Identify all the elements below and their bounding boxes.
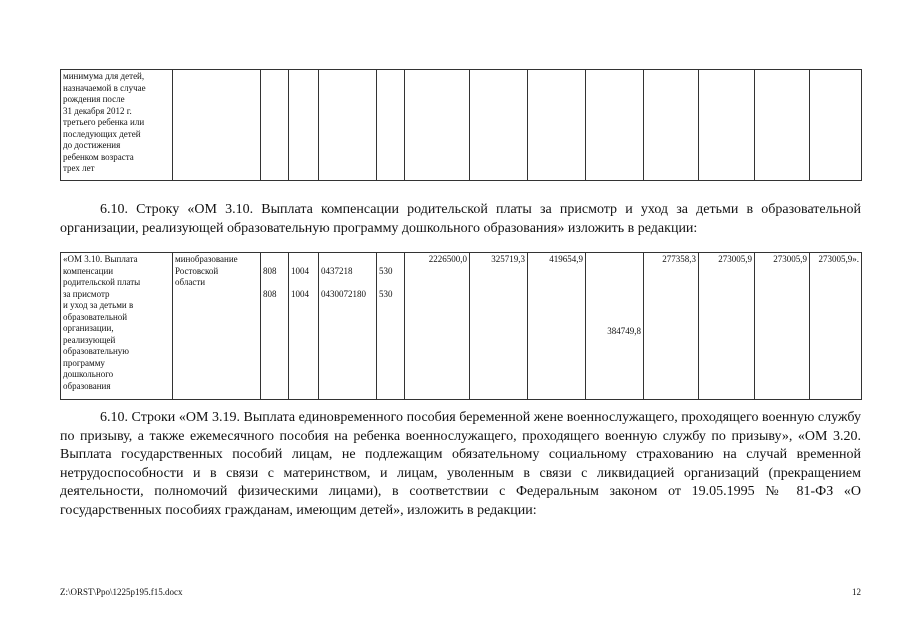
cell-value-5: 277358,3 xyxy=(644,253,699,400)
cell-value-6: 273005,9 xyxy=(699,253,755,400)
cell-value-1: 2226500,0 xyxy=(405,253,470,400)
cell-rzpr: 1004 1004 xyxy=(289,253,319,400)
cell-value-7: 273005,9 xyxy=(755,253,810,400)
paragraph-6-10-second: 6.10. Строки «ОМ 3.19. Выплата единовременного пособия беременной жене военнослужащего, проходящего военную службу по призыву, а также ежемесячного пособия на ребенка военнослужащего, проходящего военную службу по призыву», «ОМ 3.20. Выплата государственных пособий лицам, не подлежащим обязательному социальному страхованию на случай временной нетрудоспособности и в связи с материнством, и лицам, уволенным в связи с ликвидацией организаций (прекращением деятельности, полномочий физическими лицами), в соответствии с Федеральным законом от 19.05.1995 № 81-ФЗ «О государственных пособиях гражданам, имеющим детей», изложить в редакции: xyxy=(60,410,861,518)
table-row xyxy=(61,253,862,400)
cell-csr: 0437218 0430072180 xyxy=(319,253,377,400)
cell-value-4: 384749,8 xyxy=(586,253,644,400)
table-cell-name: минимума для детей, назначаемой в случае рождения после 31 декабря 2012 г. третьего ребенка или последующих детей до достижения ребенком возраста трех лет xyxy=(61,70,173,181)
table-om-3-10 xyxy=(60,252,862,400)
cell-vr: 530 530 xyxy=(377,253,405,400)
table-row xyxy=(61,70,862,181)
cell-value-3: 419654,9 xyxy=(528,253,586,400)
cell-name: «ОМ 3.10. Выплата компенсации родительской платы за присмотр и уход за детьми в образовательной организации, реализующей образовательную программу дошкольного образования xyxy=(61,253,173,400)
cell-value-8: 273005,9». xyxy=(810,253,862,400)
footer-file-path: Z:\ORST\Ppo\1225p195.f15.docx xyxy=(60,587,183,597)
cell-ministry: минобразование Ростовской области xyxy=(173,253,261,400)
cell-value-2: 325719,3 xyxy=(470,253,528,400)
table-fragment-top xyxy=(60,69,862,181)
paragraph-6-10-first: 6.10. Строку «ОМ 3.10. Выплата компенсации родительской платы за присмотр и уход за детьми в образовательной организации, реализующей образовательную программу дошкольного образования» изложить в редакции: xyxy=(60,202,861,236)
footer-page-number: 12 xyxy=(852,587,861,597)
cell-grbs: 808 808 xyxy=(261,253,289,400)
